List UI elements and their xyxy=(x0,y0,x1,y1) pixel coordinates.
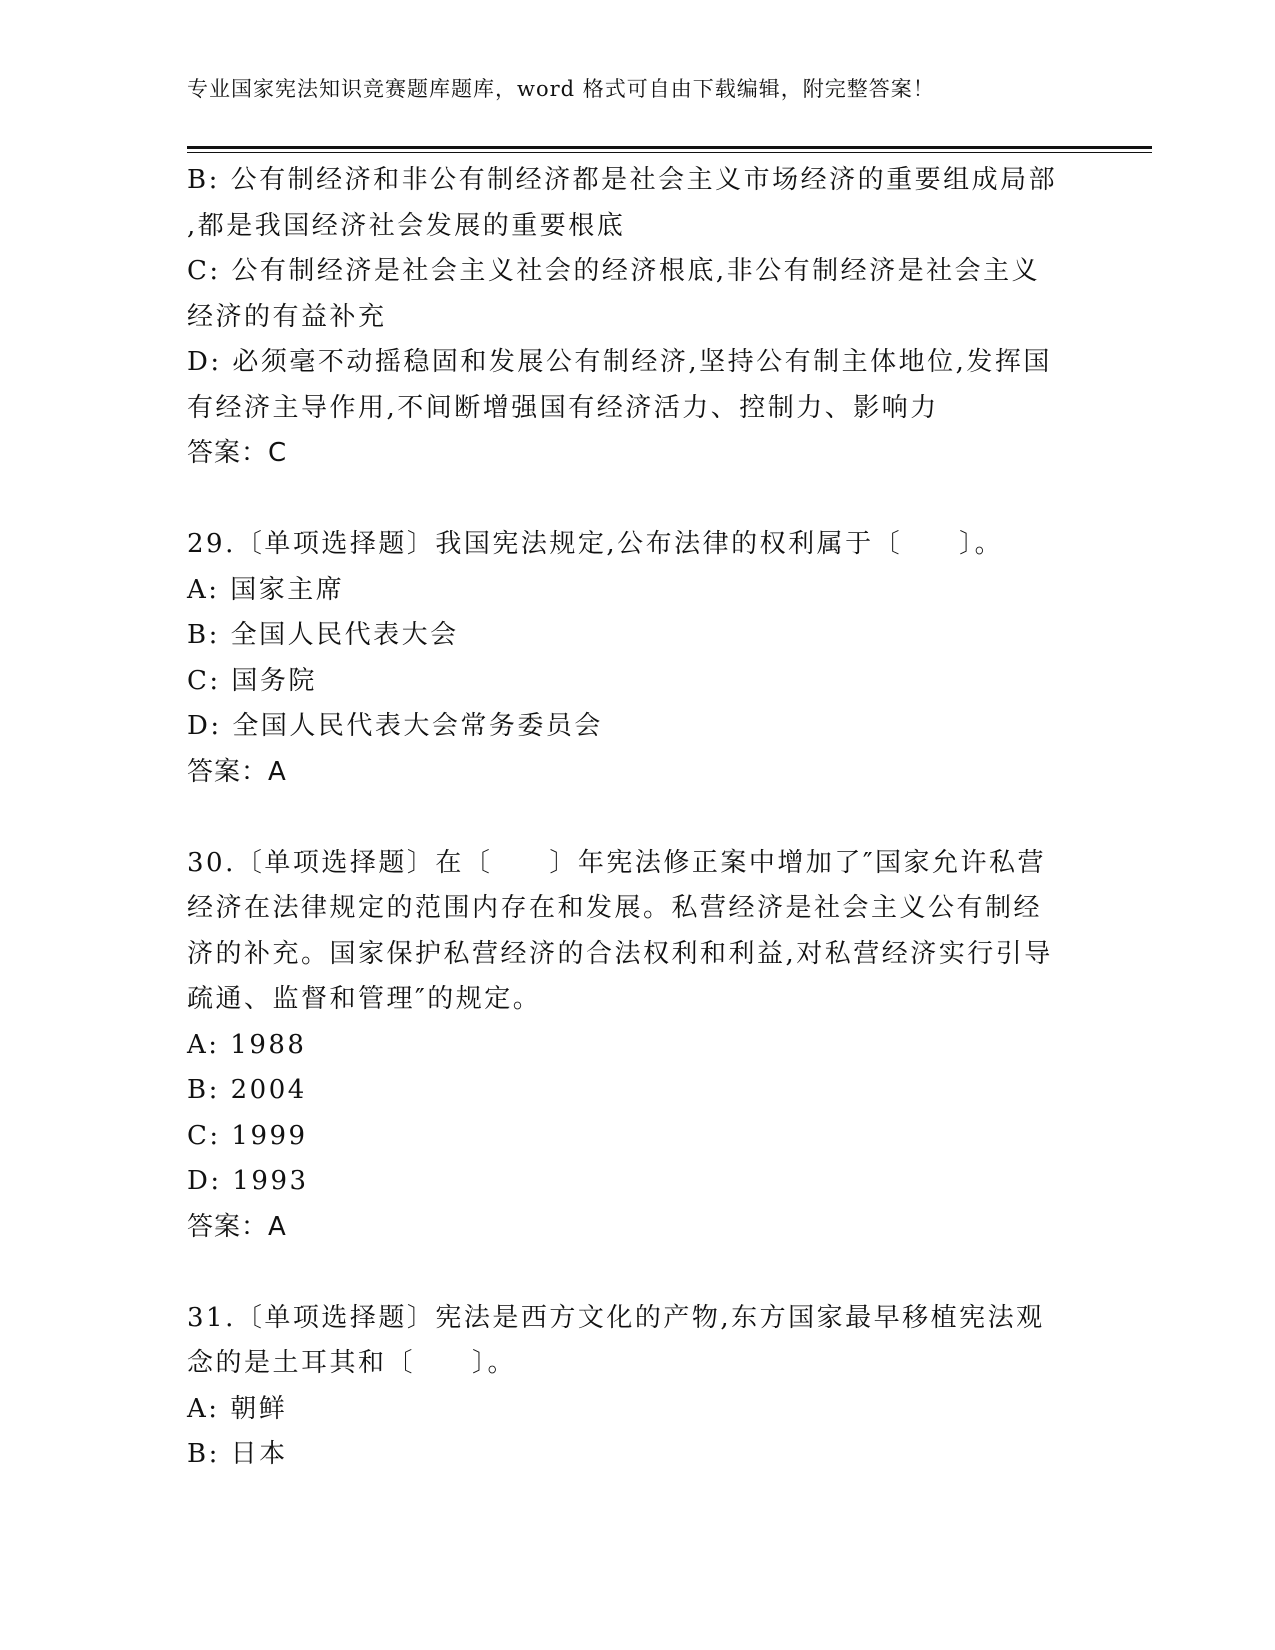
question-stem: 济的补充。国家保护私营经济的合法权利和利益,对私营经济实行引导 xyxy=(187,938,1053,969)
option-b: B: 全国人民代表大会 xyxy=(187,620,459,650)
question-stem: 31.〔单项选择题〕宪法是西方文化的产物,东方国家最早移植宪法观 xyxy=(187,1302,1045,1333)
question-stem: 经济在法律规定的范围内存在和发展。私营经济是社会主义公有制经 xyxy=(187,893,1043,923)
header-rule-thick xyxy=(187,146,1152,149)
option-a: A: 国家主席 xyxy=(187,574,345,605)
option-a: A: 朝鲜 xyxy=(187,1393,288,1424)
question-stem: 念的是土耳其和〔 〕。 xyxy=(187,1348,517,1378)
option-line: ,都是我国经济社会发展的重要根底 xyxy=(187,210,626,241)
question-29 xyxy=(187,522,1087,795)
spacer xyxy=(187,795,1087,841)
header-rule-thin xyxy=(187,152,1152,153)
option-c: C: 国务院 xyxy=(187,665,317,696)
page-header: 专业国家宪法知识竞赛题库题库，word 格式可自由下载编辑，附完整答案！ xyxy=(187,77,935,101)
question-31 xyxy=(187,1296,1087,1478)
option-d: D: 1993 xyxy=(187,1166,309,1196)
answer-line: 答案：A xyxy=(187,1211,287,1242)
spacer xyxy=(187,1250,1087,1296)
option-line: 有经济主导作用,不间断增强国有经济活力、控制力、影响力 xyxy=(187,392,939,423)
question-30 xyxy=(187,841,1087,1251)
document-body xyxy=(187,158,1087,1478)
spacer xyxy=(187,477,1087,523)
question-28-continuation xyxy=(187,158,1087,477)
option-line: B: 公有制经济和非公有制经济都是社会主义市场经济的重要组成局部 xyxy=(187,165,1058,195)
option-c: C: 1999 xyxy=(187,1120,308,1151)
option-b: B: 2004 xyxy=(187,1075,307,1105)
option-line: 经济的有益补充 xyxy=(187,301,387,332)
question-stem: 29.〔单项选择题〕我国宪法规定,公布法律的权利属于〔 〕。 xyxy=(187,529,1004,559)
option-b: B: 日本 xyxy=(187,1439,288,1469)
option-line: C: 公有制经济是社会主义社会的经济根底,非公有制经济是社会主义 xyxy=(187,256,1041,286)
answer-line: 答案：C xyxy=(187,438,288,468)
question-stem: 疏通、监督和管理″的规定。 xyxy=(187,984,542,1014)
question-stem: 30.〔单项选择题〕在〔 〕年宪法修正案中增加了″国家允许私营 xyxy=(187,847,1047,878)
option-line: D: 必须毫不动摇稳固和发展公有制经济,坚持公有制主体地位,发挥国 xyxy=(187,347,1052,377)
answer-line: 答案：A xyxy=(187,756,287,787)
option-a: A: 1988 xyxy=(187,1029,307,1060)
option-d: D: 全国人民代表大会常务委员会 xyxy=(187,711,603,741)
